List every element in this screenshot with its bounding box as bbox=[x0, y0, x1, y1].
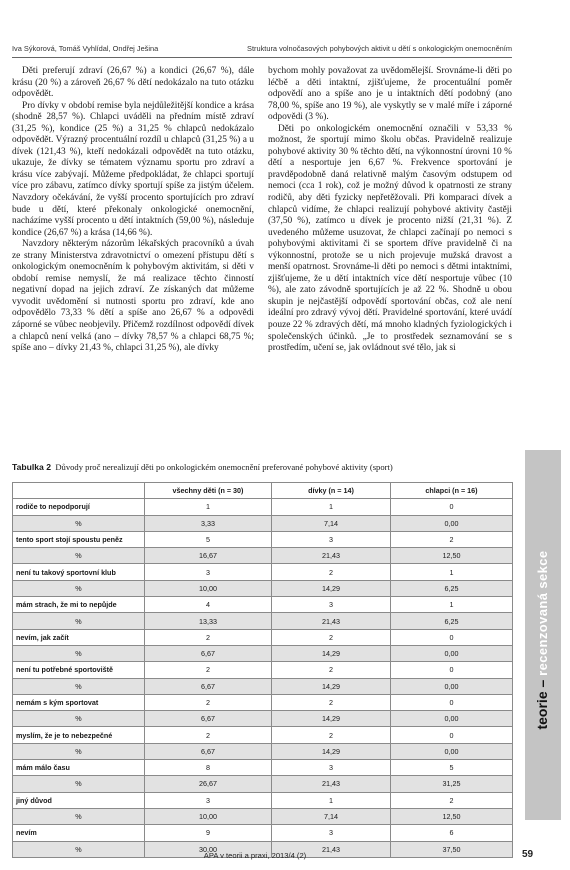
percent-cell: 30,00 bbox=[145, 841, 272, 857]
count-cell: 2 bbox=[145, 694, 272, 710]
percent-cell: 14,29 bbox=[272, 678, 391, 694]
percent-cell: 21,43 bbox=[272, 613, 391, 629]
count-cell: 2 bbox=[272, 727, 391, 743]
percent-cell: 0,00 bbox=[391, 743, 513, 759]
table-body bbox=[13, 499, 513, 858]
table-row-percent bbox=[13, 808, 513, 824]
right-paragraph-1: bychom mohly považovat za uvědomělejší. Srovnáme-li děti po léčbě a děti intaktní, zjišťujeme, že procentuální poměr odpovědí ano a spíše ano je u intaktních dětí podobný (ano 78,00 %, spíše ano 19 %), ale vyskytly se v malé míře i záporné odpovědi (3 %). bbox=[268, 66, 512, 123]
table-header-row bbox=[13, 483, 513, 499]
percent-cell: 0,00 bbox=[391, 645, 513, 661]
count-cell: 9 bbox=[145, 825, 272, 841]
percent-cell: 6,67 bbox=[145, 743, 272, 759]
row-label: jiný důvod bbox=[13, 792, 145, 808]
row-label: myslím, že je to nebezpečné bbox=[13, 727, 145, 743]
percent-cell: 12,50 bbox=[391, 808, 513, 824]
table-row bbox=[13, 760, 513, 776]
percent-cell: 21,43 bbox=[272, 776, 391, 792]
percent-cell: 7,14 bbox=[272, 515, 391, 531]
percent-cell: 31,25 bbox=[391, 776, 513, 792]
count-cell: 1 bbox=[391, 564, 513, 580]
count-cell: 8 bbox=[145, 760, 272, 776]
row-label: není tu takový sportovní klub bbox=[13, 564, 145, 580]
count-cell: 1 bbox=[145, 499, 272, 515]
page-number: 59 bbox=[522, 849, 534, 860]
left-paragraph-2: Pro dívky v období remise byla nejdůležitější kondice a krása (shodně 28,57 %). Chlapci uváděli na předním místě zdraví (31,25 %), kondice (25 %) a 31,25 % chlapců nedokázalo odpovědět. Výrazný procentuální rozdíl u chlapců (31,25 %) a u dívek (121,43 %), kteří nedokázali odpovědět na tuto otázku, ukazuje, že dívky se tématem významu sportu pro zdraví a krásu více zabývají. Můžeme předpokládat, že chlapci sportují více pro zábavu, zatímco dívky sportují spíše za jistým účelem. Navzdory očekávání, že vyšší procento sportujících pro zdraví bude u dětí, které překonaly onkologické onemocnění, nacházíme vyšší procento u dětí intaktních (59,00 %), následuje kondice (26,67 %) a krása (14,66 %). bbox=[12, 100, 254, 238]
count-cell: 2 bbox=[145, 662, 272, 678]
table-row-percent bbox=[13, 548, 513, 564]
header-title: Struktura volnočasových pohybových aktivit u dětí s onkologickým onemocněním bbox=[247, 44, 512, 53]
percent-cell: 3,33 bbox=[145, 515, 272, 531]
count-cell: 3 bbox=[272, 597, 391, 613]
table-label: Tabulka 2 bbox=[12, 462, 52, 472]
percent-cell: 6,67 bbox=[145, 711, 272, 727]
count-cell: 2 bbox=[391, 792, 513, 808]
percent-cell: 14,29 bbox=[272, 711, 391, 727]
count-cell: 0 bbox=[391, 694, 513, 710]
percent-label: % bbox=[13, 515, 145, 531]
count-cell: 3 bbox=[145, 792, 272, 808]
row-label: tento sport stojí spoustu peněz bbox=[13, 531, 145, 547]
percent-cell: 0,00 bbox=[391, 678, 513, 694]
table-row bbox=[13, 694, 513, 710]
count-cell: 3 bbox=[145, 564, 272, 580]
right-paragraph-2: Děti po onkologickém onemocnění označili v 53,33 % možnost, že sportují mimo školu občas. Pravidelně realizuje pohybové aktivity 30 % těchto dětí, na výkonnostní úrovni 10 % dětí a nesportuje jen 6,67 %. Frekvence sportování je pravděpodobně daná relativně malým časovým odstupem od nemoci (cca 1 rok), což je možný důvod k opatrnosti ze strany rodičů, aby děti fyzicky nepřetěžovali. Při komparaci dívek a chlapců vidíme, že chlapci realizují pohybové aktivity častěji (37,50 %), zatímco u dívek je procento nižší (21,31 %). Z uvedeného můžeme usuzovat, že chlapci začínají po nemoci s pohybovými aktivitami či se sportem dříve pravidelně či na výkonnostní, protože se u nich projevuje mužská dravost a menší opatrnost. Srovnáme-li děti po nemoci s dětmi intaktními, zjišťujeme, že u dětí intaktních více dětí nesportuje vůbec (10 %), ale zato závodně sportujících je až 22 %. Shodně u obou skupin je nejčastější odpovědí sportování občas, což ale není ideální pro zdravý vývoj dětí. Pravidelné sportování, které uvádí pouze 22 % zdravých dětí, má mnoho kladných fyziologických i společenských účinků. „Je to prostředek seznamování se s prostředím, učení se, jak ovládnout své tělo, jak si bbox=[268, 123, 512, 354]
percent-label: % bbox=[13, 743, 145, 759]
right-text-column bbox=[268, 66, 512, 355]
percent-cell: 21,43 bbox=[272, 548, 391, 564]
table-caption bbox=[12, 462, 522, 472]
sidebar-word-2: recenzovaná sekce bbox=[535, 550, 550, 676]
table-row-percent bbox=[13, 580, 513, 596]
count-cell: 2 bbox=[272, 629, 391, 645]
left-text-column bbox=[12, 66, 254, 355]
row-label: nevím bbox=[13, 825, 145, 841]
table-header-cell: chlapci (n = 16) bbox=[391, 483, 513, 499]
percent-cell: 6,25 bbox=[391, 613, 513, 629]
running-header bbox=[12, 44, 512, 56]
header-rule bbox=[12, 57, 512, 58]
percent-cell: 14,29 bbox=[272, 743, 391, 759]
percent-cell: 37,50 bbox=[391, 841, 513, 857]
table-row-percent bbox=[13, 645, 513, 661]
row-label: mám málo času bbox=[13, 760, 145, 776]
footer-journal: APA v teorii a praxi, 2013/4 (2) bbox=[203, 851, 307, 860]
percent-cell: 26,67 bbox=[145, 776, 272, 792]
count-cell: 2 bbox=[272, 662, 391, 678]
table-header-cell: všechny děti (n = 30) bbox=[145, 483, 272, 499]
table-row bbox=[13, 629, 513, 645]
header-authors: Iva Sýkorová, Tomáš Vyhlídal, Ondřej Ješina bbox=[12, 44, 159, 53]
table-row bbox=[13, 564, 513, 580]
count-cell: 6 bbox=[391, 825, 513, 841]
percent-cell: 6,25 bbox=[391, 580, 513, 596]
count-cell: 0 bbox=[391, 629, 513, 645]
count-cell: 1 bbox=[391, 597, 513, 613]
left-paragraph-1: Děti preferují zdraví (26,67 %) a kondici (26,67 %), dále krásu (20 %) a zároveň 26,67 % dětí nedokázalo na tuto otázku odpovědět. bbox=[12, 66, 254, 100]
count-cell: 5 bbox=[145, 531, 272, 547]
left-paragraph-3: Navzdory některým názorům lékařských pracovníků a úvah ze strany Ministerstva zdravotnictví o omezení přístupu dětí s onkologickým onemocněním k pohybovým aktivitám, si děti v období remise nemyslí, že má realizace těchto činností negativní dopad na jejich zdraví. Ze získaných dat můžeme vyvodit uvědomění si nutnosti sportu pro zdraví, kde ano odpovědělo 73,33 % dětí a spíše ano 26,67 % a odpovědi záporné se vůbec neobjevily. Přičemž rozdílnost odpovědí dívek a chlapců není velká (ano – dívky 78,57 % a chlapci 68,75 %; spíše ano – dívky 21,43 %, chlapci 31,25 %), ale dívky bbox=[12, 239, 254, 354]
table-row bbox=[13, 499, 513, 515]
count-cell: 0 bbox=[391, 727, 513, 743]
percent-cell: 16,67 bbox=[145, 548, 272, 564]
count-cell: 1 bbox=[272, 792, 391, 808]
percent-label: % bbox=[13, 711, 145, 727]
percent-label: % bbox=[13, 613, 145, 629]
table-row bbox=[13, 727, 513, 743]
count-cell: 1 bbox=[272, 499, 391, 515]
count-cell: 2 bbox=[272, 694, 391, 710]
count-cell: 3 bbox=[272, 825, 391, 841]
table-row-percent bbox=[13, 776, 513, 792]
percent-cell: 6,67 bbox=[145, 645, 272, 661]
table-row bbox=[13, 597, 513, 613]
table-row bbox=[13, 531, 513, 547]
percent-label: % bbox=[13, 548, 145, 564]
percent-cell: 14,29 bbox=[272, 645, 391, 661]
percent-label: % bbox=[13, 808, 145, 824]
table-header-cell: dívky (n = 14) bbox=[272, 483, 391, 499]
percent-cell: 13,33 bbox=[145, 613, 272, 629]
row-label: není tu potřebné sportoviště bbox=[13, 662, 145, 678]
percent-cell: 0,00 bbox=[391, 711, 513, 727]
count-cell: 2 bbox=[272, 564, 391, 580]
table-row bbox=[13, 825, 513, 841]
table-row-percent bbox=[13, 743, 513, 759]
count-cell: 3 bbox=[272, 760, 391, 776]
count-cell: 0 bbox=[391, 499, 513, 515]
table-row-percent bbox=[13, 711, 513, 727]
percent-label: % bbox=[13, 841, 145, 857]
percent-label: % bbox=[13, 580, 145, 596]
percent-cell: 10,00 bbox=[145, 808, 272, 824]
percent-cell: 0,00 bbox=[391, 515, 513, 531]
percent-cell: 12,50 bbox=[391, 548, 513, 564]
count-cell: 2 bbox=[145, 727, 272, 743]
table-header-cell bbox=[13, 483, 145, 499]
table-row-percent bbox=[13, 613, 513, 629]
percent-label: % bbox=[13, 645, 145, 661]
percent-label: % bbox=[13, 678, 145, 694]
table-row bbox=[13, 662, 513, 678]
count-cell: 5 bbox=[391, 760, 513, 776]
percent-cell: 6,67 bbox=[145, 678, 272, 694]
sidebar-word-1: teorie bbox=[534, 691, 550, 730]
row-label: nemám s kým sportovat bbox=[13, 694, 145, 710]
sidebar-dash: – bbox=[534, 675, 550, 692]
percent-cell: 10,00 bbox=[145, 580, 272, 596]
row-label: nevím, jak začít bbox=[13, 629, 145, 645]
count-cell: 2 bbox=[145, 629, 272, 645]
count-cell: 4 bbox=[145, 597, 272, 613]
section-sidebar-label bbox=[534, 550, 552, 729]
data-table bbox=[12, 482, 513, 858]
percent-cell: 21,43 bbox=[272, 841, 391, 857]
count-cell: 2 bbox=[391, 531, 513, 547]
percent-label: % bbox=[13, 776, 145, 792]
percent-cell: 14,29 bbox=[272, 580, 391, 596]
count-cell: 0 bbox=[391, 662, 513, 678]
table-row bbox=[13, 792, 513, 808]
table-row-percent bbox=[13, 678, 513, 694]
percent-cell: 7,14 bbox=[272, 808, 391, 824]
table-caption-text: Důvody proč nerealizují děti po onkologickém onemocnění preferované pohybové aktivity (sport) bbox=[55, 462, 393, 472]
row-label: mám strach, že mi to nepůjde bbox=[13, 597, 145, 613]
row-label: rodiče to nepodporují bbox=[13, 499, 145, 515]
count-cell: 3 bbox=[272, 531, 391, 547]
table-row-percent bbox=[13, 515, 513, 531]
